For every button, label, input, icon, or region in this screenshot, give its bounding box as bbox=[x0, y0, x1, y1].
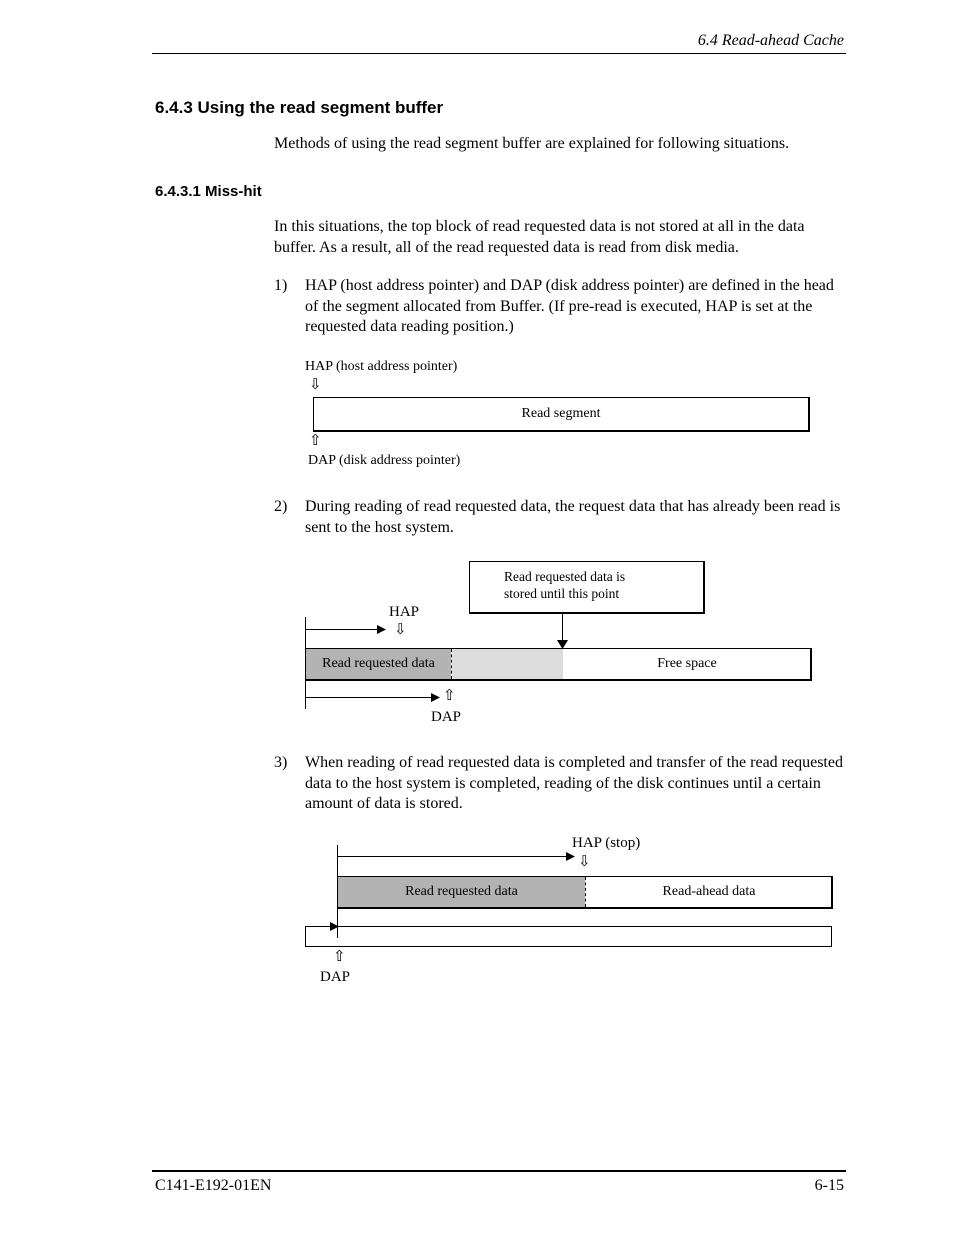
step-1-text: HAP (host address pointer) and DAP (disk address pointer) are defined in the head of the segment allocated from Buffer. (If pre-read is executed, HAP is set at the requested data reading position.) bbox=[305, 277, 834, 335]
diagram2-dap-label: DAP bbox=[431, 709, 462, 725]
read-requested-label: Read requested data bbox=[322, 656, 435, 671]
buffer-bar bbox=[337, 876, 833, 909]
down-arrow-icon: ⇩ bbox=[309, 377, 322, 393]
dap-arrowhead bbox=[431, 693, 440, 702]
diagram1-hap-label: HAP (host address pointer) bbox=[305, 359, 458, 374]
up-arrow-icon: ⇧ bbox=[443, 688, 456, 704]
up-arrow-icon: ⇧ bbox=[333, 949, 346, 965]
hap-progress-line bbox=[337, 856, 569, 857]
free-space-label: Free space bbox=[657, 656, 717, 671]
subsection-intro: In this situations, the top block of read requested data is not stored at all in the data buffer. As a result, all of the read requested data is read from disk media. bbox=[274, 218, 805, 256]
read-requested-label: Read requested data bbox=[405, 884, 518, 899]
read-ahead-label: Read-ahead data bbox=[662, 884, 756, 899]
buffer-bar bbox=[305, 648, 812, 681]
dap-wrap-line bbox=[305, 926, 333, 927]
section-intro: Methods of using the read segment buffer are explained for following situations. bbox=[274, 135, 790, 152]
diagram2-hap-label: HAP bbox=[389, 604, 420, 620]
hap-arrowhead bbox=[566, 852, 575, 861]
diagram1-dap-label: DAP (disk address pointer) bbox=[308, 453, 461, 468]
read-requested-region bbox=[338, 877, 585, 907]
hap-progress-line bbox=[305, 629, 381, 630]
callout-line-2: stored until this point bbox=[504, 586, 620, 601]
document-code: C141-E192-01EN bbox=[155, 1177, 272, 1194]
free-space-region bbox=[563, 649, 811, 679]
page-number: 6-15 bbox=[814, 1177, 844, 1194]
down-arrow-icon: ⇩ bbox=[578, 854, 591, 870]
up-arrow-icon: ⇧ bbox=[309, 433, 322, 449]
subsection-heading: 6.4.3.1 Miss-hit bbox=[155, 183, 262, 200]
read-segment-box bbox=[313, 397, 810, 432]
dap-arrowhead bbox=[330, 922, 339, 931]
footer-rule bbox=[152, 1170, 846, 1172]
hap-arrowhead bbox=[377, 625, 386, 634]
dap-wrap-bar bbox=[305, 926, 832, 947]
dap-progress-line bbox=[305, 697, 435, 698]
read-segment-label: Read segment bbox=[521, 406, 601, 421]
callout-box bbox=[469, 561, 705, 614]
header-rule bbox=[152, 53, 846, 54]
stored-region bbox=[452, 649, 563, 679]
down-arrow-icon: ⇩ bbox=[394, 622, 407, 638]
diagram3-hap-label: HAP (stop) bbox=[572, 835, 641, 851]
step-3-number: 3) bbox=[274, 754, 288, 771]
read-ahead-region bbox=[586, 877, 832, 907]
running-header: 6.4 Read-ahead Cache bbox=[697, 32, 844, 49]
section-heading: 6.4.3 Using the read segment buffer bbox=[155, 98, 444, 117]
step-3-text: When reading of read requested data is completed and transfer of the read requested data to the host system is completed, reading of the disk continues until a certain amount of data is stored. bbox=[305, 754, 843, 812]
read-requested-region bbox=[306, 649, 451, 679]
diagram3-dap-label: DAP bbox=[320, 969, 351, 985]
step-1-number: 1) bbox=[274, 277, 288, 294]
callout-line-1: Read requested data is bbox=[504, 569, 626, 584]
step-2-text: During reading of read requested data, the request data that has already been read is sent to the host system. bbox=[305, 498, 841, 536]
step-2-number: 2) bbox=[274, 498, 288, 515]
